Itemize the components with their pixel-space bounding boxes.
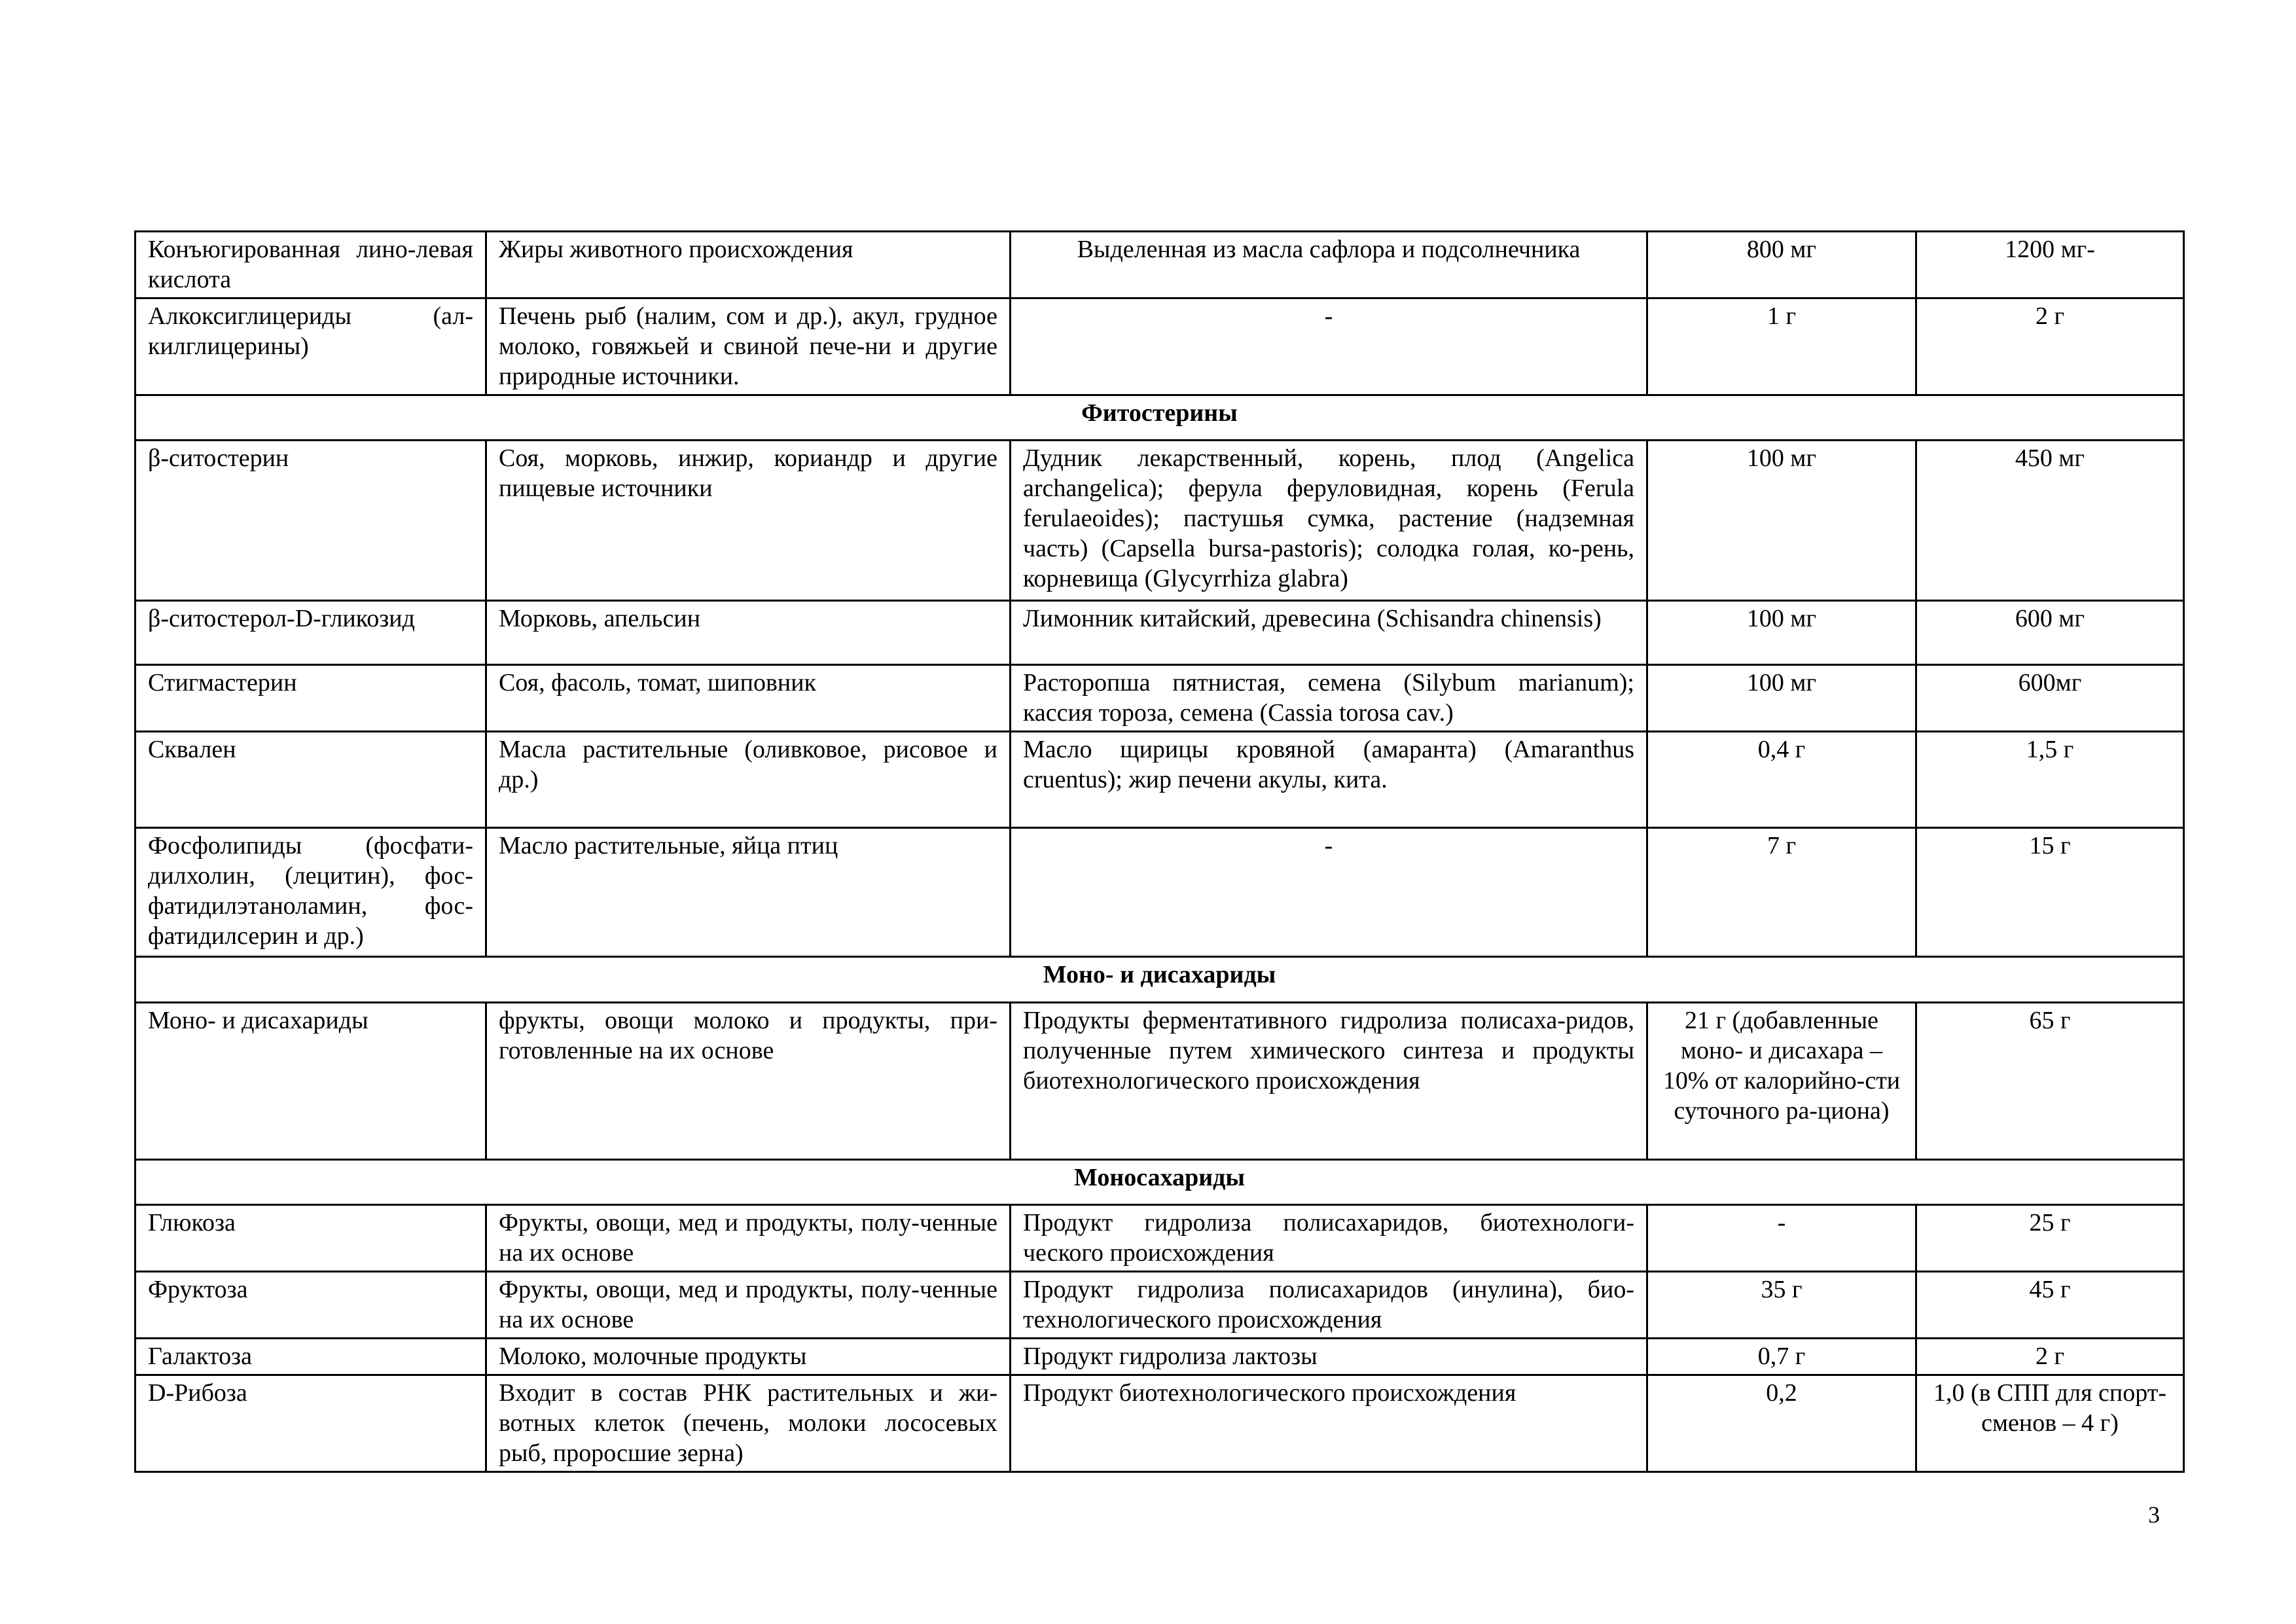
table-row	[135, 1003, 2184, 1160]
cell-adequate-level: 800 мг	[1647, 232, 1916, 298]
cell-adequate-level: 0,7 г	[1647, 1339, 1916, 1375]
cell-adequate-level: 35 г	[1647, 1272, 1916, 1339]
cell-upper-level: 600 мг	[1916, 601, 2184, 665]
cell-upper-level: 2 г	[1916, 298, 2184, 395]
cell-adequate-level: 7 г	[1647, 828, 1916, 957]
table-row	[135, 1339, 2184, 1375]
cell-upper-level: 1,0 (в СПП для спорт-сменов – 4 г)	[1916, 1375, 2184, 1472]
table-row	[135, 298, 2184, 395]
cell-name: Алкоксиглицериды (ал-килглицерины)	[135, 298, 486, 395]
cell-other-source: -	[1011, 828, 1647, 957]
cell-food-source: Масла растительные (оливковое, рисовое и др.)	[486, 732, 1011, 828]
cell-name: Стигмастерин	[135, 665, 486, 732]
table-row	[135, 232, 2184, 298]
cell-adequate-level: 1 г	[1647, 298, 1916, 395]
cell-other-source: -	[1011, 298, 1647, 395]
cell-name: Моно- и дисахариды	[135, 1003, 486, 1160]
cell-name: Фосфолипиды (фосфати-дилхолин, (лецитин), фос-фатидилэтаноламин, фос-фатидилсерин и др.)	[135, 828, 486, 957]
section-title: Моносахариды	[135, 1160, 2184, 1205]
cell-food-source: Соя, фасоль, томат, шиповник	[486, 665, 1011, 732]
cell-adequate-level: 100 мг	[1647, 441, 1916, 601]
cell-food-source: Печень рыб (налим, сом и др.), акул, грудное молоко, говяжьей и свиной пече-ни и другие природные источники.	[486, 298, 1011, 395]
cell-upper-level: 1,5 г	[1916, 732, 2184, 828]
cell-upper-level: 25 г	[1916, 1205, 2184, 1272]
cell-upper-level: 45 г	[1916, 1272, 2184, 1339]
cell-upper-level: 2 г	[1916, 1339, 2184, 1375]
cell-adequate-level: 0,4 г	[1647, 732, 1916, 828]
cell-adequate-level: -	[1647, 1205, 1916, 1272]
section-row	[135, 957, 2184, 1003]
cell-other-source: Лимонник китайский, древесина (Schisandra chinensis)	[1011, 601, 1647, 665]
section-row	[135, 1160, 2184, 1205]
table-row	[135, 828, 2184, 957]
cell-other-source: Масло щирицы кровяной (амаранта) (Amaranthus cruentus); жир печени акулы, кита.	[1011, 732, 1647, 828]
cell-upper-level: 15 г	[1916, 828, 2184, 957]
table-row	[135, 665, 2184, 732]
cell-other-source: Продукт гидролиза лактозы	[1011, 1339, 1647, 1375]
cell-upper-level: 65 г	[1916, 1003, 2184, 1160]
cell-other-source: Расторопша пятнистая, семена (Silybum marianum); кассия тороза, семена (Cassia torosa cav.)	[1011, 665, 1647, 732]
cell-name: Глюкоза	[135, 1205, 486, 1272]
page-number: 3	[2148, 1502, 2160, 1528]
section-row	[135, 395, 2184, 441]
cell-name: Сквален	[135, 732, 486, 828]
section-title: Фитостерины	[135, 395, 2184, 441]
cell-other-source: Продукт гидролиза полисахаридов, биотехнологи-ческого происхождения	[1011, 1205, 1647, 1272]
cell-other-source: Продукт биотехнологического происхождения	[1011, 1375, 1647, 1472]
cell-food-source: Фрукты, овощи, мед и продукты, полу-ченные на их основе	[486, 1272, 1011, 1339]
cell-food-source: Соя, морковь, инжир, кориандр и другие пищевые источники	[486, 441, 1011, 601]
cell-upper-level: 1200 мг-	[1916, 232, 2184, 298]
table-row	[135, 1375, 2184, 1472]
cell-other-source: Продукты ферментативного гидролиза полисаха-ридов, полученные путем химического синтеза и продукты биотехнологического происхождения	[1011, 1003, 1647, 1160]
cell-food-source: Фрукты, овощи, мед и продукты, полу-ченные на их основе	[486, 1205, 1011, 1272]
table-row	[135, 601, 2184, 665]
cell-name: Конъюгированная лино-левая кислота	[135, 232, 486, 298]
cell-food-source: Жиры животного происхождения	[486, 232, 1011, 298]
cell-name: β-ситостерол-D-гликозид	[135, 601, 486, 665]
cell-food-source: Масло растительные, яйца птиц	[486, 828, 1011, 957]
cell-adequate-level: 100 мг	[1647, 601, 1916, 665]
cell-name: Галактоза	[135, 1339, 486, 1375]
cell-other-source: Продукт гидролиза полисахаридов (инулина), био-технологического происхождения	[1011, 1272, 1647, 1339]
table-row	[135, 1272, 2184, 1339]
ingredients-table	[134, 230, 2185, 1473]
cell-adequate-level: 21 г (добавленные моно- и дисахара – 10% от калорийно-сти суточного ра-циона)	[1647, 1003, 1916, 1160]
section-title: Моно- и дисахариды	[135, 957, 2184, 1003]
cell-name: Фруктоза	[135, 1272, 486, 1339]
table-row	[135, 732, 2184, 828]
cell-upper-level: 600мг	[1916, 665, 2184, 732]
cell-food-source: Входит в состав РНК растительных и жи-вотных клеток (печень, молоки лососевых рыб, проросшие зерна)	[486, 1375, 1011, 1472]
cell-name: β-ситостерин	[135, 441, 486, 601]
cell-food-source: Молоко, молочные продукты	[486, 1339, 1011, 1375]
cell-food-source: Морковь, апельсин	[486, 601, 1011, 665]
table-row	[135, 1205, 2184, 1272]
cell-adequate-level: 100 мг	[1647, 665, 1916, 732]
table-row	[135, 441, 2184, 601]
cell-other-source: Дудник лекарственный, корень, плод (Angelica archangelica); ферула феруловидная, корень (Ferula ferulaeoides); пастушья сумка, растение (надземная часть) (Capsella bursa-pastoris); солодка голая, ко-рень, корневища (Glycyrrhiza glabra)	[1011, 441, 1647, 601]
cell-adequate-level: 0,2	[1647, 1375, 1916, 1472]
cell-upper-level: 450 мг	[1916, 441, 2184, 601]
cell-food-source: фрукты, овощи молоко и продукты, при-готовленные на их основе	[486, 1003, 1011, 1160]
cell-other-source: Выделенная из масла сафлора и подсолнечника	[1011, 232, 1647, 298]
cell-name: D-Рибоза	[135, 1375, 486, 1472]
